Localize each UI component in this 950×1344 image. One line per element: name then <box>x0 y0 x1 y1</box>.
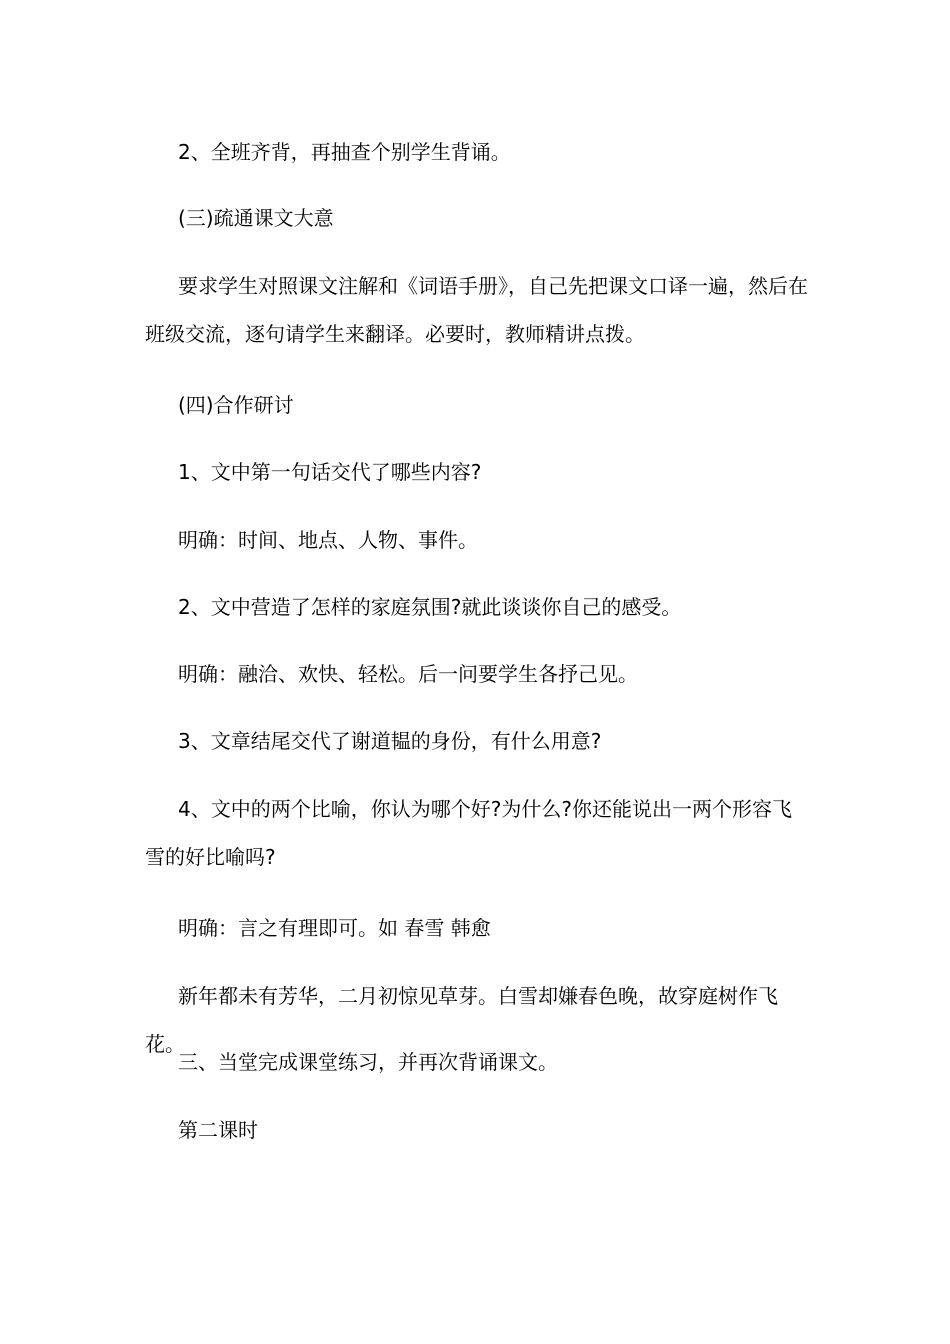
answer-2: 明确：融洽、欢快、轻松。后一问要学生各抒己见。 <box>178 662 638 686</box>
answer-4: 明确：言之有理即可。如 春雪 韩愈 <box>178 916 491 940</box>
paragraph-recite: 2、全班齐背，再抽查个别学生背诵。 <box>178 140 511 164</box>
poem-line: 新年都未有芳华，二月初惊见草芽。白雪却嫌春色晚，故穿庭树作飞花。 <box>145 984 778 1056</box>
question-3: 3、文章结尾交代了谢道韫的身份，有什么用意? <box>178 729 602 753</box>
paragraph-translate: 要求学生对照课文注解和《词语手册》，自己先把课文口译一遍，然后在班级交流，逐句请学生来翻译。必要时，教师精讲点拨。 <box>145 274 808 346</box>
question-2: 2、文中营造了怎样的家庭氛围?就此谈谈你自己的感受。 <box>178 595 682 619</box>
question-1: 1、文中第一句话交代了哪些内容? <box>178 460 482 484</box>
section-heading-second-lesson: 第二课时 <box>178 1118 258 1142</box>
question-4: 4、文中的两个比喻，你认为哪个好?为什么?你还能说出一两个形容飞雪的好比喻吗? <box>145 797 792 869</box>
section-heading-three: (三)疏通课文大意 <box>178 206 334 230</box>
answer-1: 明确：时间、地点、人物、事件。 <box>178 528 478 552</box>
section-heading-practice: 三、当堂完成课堂练习，并再次背诵课文。 <box>178 1050 558 1074</box>
section-heading-four: (四)合作研讨 <box>178 393 294 417</box>
